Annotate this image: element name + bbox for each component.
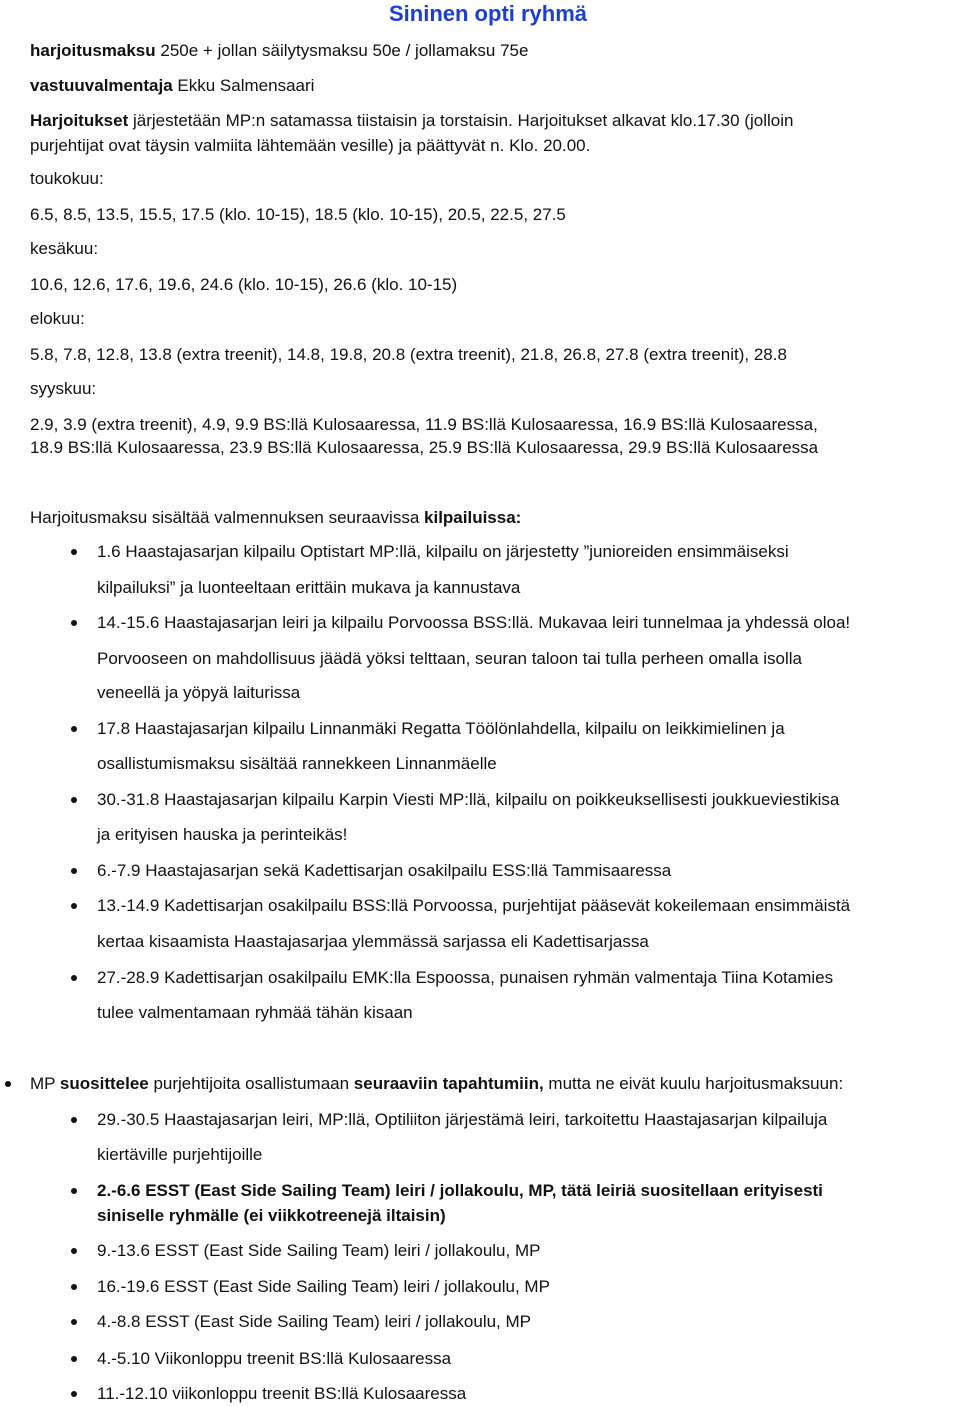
- list-item-cont: kertaa kisaamista Haastajasarjaa ylemmässä sarjassa eli Kadettisarjassa: [97, 932, 649, 951]
- bullet: [71, 1248, 77, 1254]
- rec-p4: seuraaviin tapahtumiin,: [353, 1074, 544, 1093]
- bullet: [71, 1188, 77, 1194]
- fee-line: [30, 42, 528, 59]
- coach-label: vastuuvalmentaja: [30, 76, 173, 95]
- list-item: 14.-15.6 Haastajasarjan leiri ja kilpailu Porvoossa BSS:llä. Mukavaa leiri tunnelmaa ja yhdessä oloa!: [97, 613, 851, 632]
- month-label: kesäkuu:: [30, 239, 99, 258]
- month-dates: 10.6, 12.6, 17.6, 19.6, 24.6 (klo. 10-15), 26.6 (klo. 10-15): [30, 275, 458, 294]
- list-item: 17.8 Haastajasarjan kilpailu Linnanmäki Regatta Töölönlahdella, kilpailu on leikkimielinen ja: [97, 719, 785, 738]
- page-title: Sininen opti ryhmä: [389, 1, 588, 26]
- list-item: 6.-7.9 Haastajasarjan sekä Kadettisarjan osakilpailu ESS:llä Tammisaaressa: [97, 861, 672, 880]
- practices-label: Harjoitukset: [30, 111, 129, 130]
- included-intro-text: Harjoitusmaksu sisältää valmennuksen seuraavissa: [30, 508, 425, 527]
- rec-p3: purjehtijoita osallistumaan: [148, 1074, 354, 1093]
- list-item: 4.-8.8 ESST (East Side Sailing Team) leiri / jollakoulu, MP: [97, 1312, 532, 1331]
- list-item: 13.-14.9 Kadettisarjan osakilpailu BSS:llä Porvoossa, purjehtijat pääsevät kokeilemaan ensimmäistä: [97, 896, 851, 915]
- list-item: 4.-5.10 Viikonloppu treenit BS:llä Kulosaaressa: [97, 1349, 452, 1368]
- bullet: [71, 903, 77, 909]
- list-item: 27.-28.9 Kadettisarjan osakilpailu EMK:lla Espoossa, punaisen ryhmän valmentaja Tiina Kotamies: [97, 968, 834, 987]
- list-item-cont: Porvooseen on mahdollisuus jäädä yöksi telttaan, seuran taloon tai tulla perheen omalla isolla: [97, 649, 802, 668]
- bullet: [71, 797, 77, 803]
- list-item-cont: siniselle ryhmälle (ei viikkotreenejä iltaisin): [97, 1206, 446, 1225]
- list-item: 30.-31.8 Haastajasarjan kilpailu Karpin Viesti MP:llä, kilpailu on poikkeuksellisesti joukkueviestikisa: [97, 790, 840, 809]
- included-intro-bold: kilpailuissa:: [424, 508, 522, 527]
- list-item: 16.-19.6 ESST (East Side Sailing Team) leiri / jollakoulu, MP: [97, 1277, 550, 1296]
- rec-p1: MP: [30, 1074, 60, 1093]
- list-item: 29.-30.5 Haastajasarjan leiri, MP:llä, Optiliiton järjestämä leiri, tarkoitettu Haastajasarjan kilpailuja: [97, 1110, 828, 1129]
- month-label: syyskuu:: [30, 379, 97, 398]
- list-item: 11.-12.10 viikonloppu treenit BS:llä Kulosaaressa: [97, 1384, 467, 1403]
- rec-p2: suosittelee: [59, 1074, 149, 1093]
- month-dates: 5.8, 7.8, 12.8, 13.8 (extra treenit), 14.8, 19.8, 20.8 (extra treenit), 21.8, 26.8, 27.8 (extra treenit), 28.8: [30, 345, 787, 364]
- bullet: [71, 726, 77, 732]
- list-item: 9.-13.6 ESST (East Side Sailing Team) leiri / jollakoulu, MP: [97, 1241, 541, 1260]
- month-label: elokuu:: [30, 309, 85, 328]
- bullet: [71, 1117, 77, 1123]
- bullet: [5, 1081, 11, 1087]
- practices-line-1: [30, 112, 793, 129]
- practices-line-2: purjehtijat ovat täysin valmiita lähtemään vesille) ja päättyvät n. Klo. 20.00.: [30, 136, 591, 155]
- list-item-cont: veneellä ja yöpyä laiturissa: [97, 683, 301, 702]
- list-item: 1.6 Haastajasarjan kilpailu Optistart MP:llä, kilpailu on järjestetty ”junioreiden ensimmäiseksi: [97, 542, 789, 561]
- included-intro: [30, 509, 521, 526]
- bullet: [71, 868, 77, 874]
- coach-text: Ekku Salmensaari: [172, 76, 315, 95]
- coach-line: [30, 77, 314, 94]
- fee-label: harjoitusmaksu: [30, 41, 156, 60]
- bullet: [71, 1356, 77, 1362]
- bullet: [71, 620, 77, 626]
- list-item: 2.-6.6 ESST (East Side Sailing Team) leiri / jollakoulu, MP, tätä leiriä suositellaan erityisesti: [97, 1181, 823, 1200]
- fee-text: 250e + jollan säilytysmaksu 50e / jollamaksu 75e: [155, 41, 529, 60]
- bullet: [71, 549, 77, 555]
- list-item-cont: kilpailuksi” ja luonteeltaan erittäin mukava ja kannustava: [97, 578, 521, 597]
- list-item-cont: ja erityisen hauska ja perinteikäs!: [97, 825, 348, 844]
- month-dates: 6.5, 8.5, 13.5, 15.5, 17.5 (klo. 10-15), 18.5 (klo. 10-15), 20.5, 22.5, 27.5: [30, 205, 566, 224]
- rec-p5: mutta ne eivät kuulu harjoitusmaksuun:: [543, 1074, 844, 1093]
- bullet: [71, 1319, 77, 1325]
- practices-text-1: järjestetään MP:n satamassa tiistaisin ja torstaisin. Harjoitukset alkavat klo.17.30 (jolloin: [128, 111, 794, 130]
- recommended-intro: [30, 1075, 843, 1092]
- bullet: [71, 1284, 77, 1290]
- month-dates: 18.9 BS:llä Kulosaaressa, 23.9 BS:llä Kulosaaressa, 25.9 BS:llä Kulosaaressa, 29.9 BS:llä Kulosaaressa: [30, 438, 819, 457]
- bullet: [71, 1391, 77, 1397]
- list-item-cont: kiertäville purjehtijoille: [97, 1145, 263, 1164]
- list-item-cont: tulee valmentamaan ryhmää tähän kisaan: [97, 1003, 413, 1022]
- month-dates: 2.9, 3.9 (extra treenit), 4.9, 9.9 BS:llä Kulosaaressa, 11.9 BS:llä Kulosaaressa, 16.9 BS:llä Kulosaaressa,: [30, 415, 818, 434]
- list-item-cont: osallistumismaksu sisältää rannekkeen Linnanmäelle: [97, 754, 497, 773]
- bullet: [71, 975, 77, 981]
- month-label: toukokuu:: [30, 169, 104, 188]
